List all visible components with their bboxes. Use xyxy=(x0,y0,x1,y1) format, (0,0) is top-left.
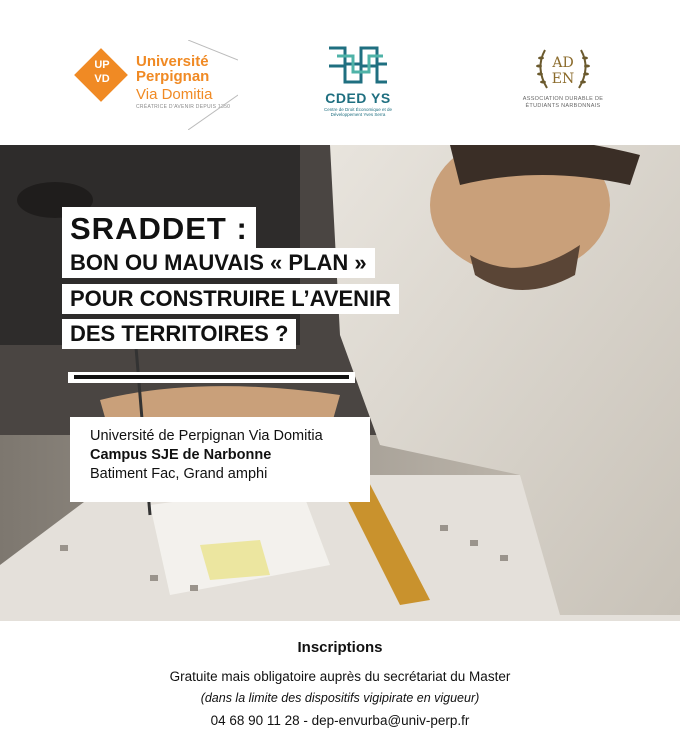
title-line-1: SRADDET : xyxy=(62,207,256,250)
venue-box xyxy=(70,417,370,502)
aden-logo xyxy=(518,44,608,129)
upvd-name: Université Perpignan xyxy=(136,53,210,85)
cded-mark-icon xyxy=(323,42,393,88)
cded-name: CDED YS xyxy=(325,90,391,106)
title-underline xyxy=(68,372,355,383)
background-photo xyxy=(0,145,680,621)
aden-laurel-icon xyxy=(533,44,593,94)
upvd-cross-lines-icon xyxy=(188,40,238,130)
upvd-logo xyxy=(78,46,238,126)
upvd-letters: UP VD xyxy=(94,59,110,85)
venue-room: Batiment Fac, Grand amphi xyxy=(90,466,268,482)
header xyxy=(0,0,680,145)
registration-note: (dans la limite des dispositifs vigipirate en vigueur) xyxy=(200,691,480,705)
registration-contact: 04 68 90 11 28 - dep-envurba@univ-perp.fr xyxy=(210,713,470,728)
title-line-3: POUR CONSTRUIRE L’AVENIR xyxy=(62,284,399,314)
venue-university: Université de Perpignan Via Domitia xyxy=(90,428,323,444)
venue-campus: Campus SJE de Narbonne xyxy=(90,447,272,463)
registration-info: Gratuite mais obligatoire auprès du secrétariat du Master xyxy=(169,669,511,684)
title-line-4: DES TERRITOIRES ? xyxy=(62,319,296,349)
cded-logo xyxy=(318,42,398,127)
cded-tag: Centre de Droit Économique et de Développement Yves Serra xyxy=(323,107,393,117)
svg-text:AD: AD xyxy=(552,55,574,71)
aden-tag: ASSOCIATION DURABLE DE ÉTUDIANTS NARBONNAIS xyxy=(522,96,604,109)
registration-title: Inscriptions xyxy=(297,639,383,656)
footer xyxy=(0,621,680,733)
upvd-tag: CRÉATRICE D'AVENIR DEPUIS 1350 xyxy=(136,104,231,110)
svg-text:EN: EN xyxy=(551,71,575,87)
title-line-2: BON OU MAUVAIS « PLAN » xyxy=(62,248,375,278)
upvd-sub: Via Domitia xyxy=(136,86,213,103)
